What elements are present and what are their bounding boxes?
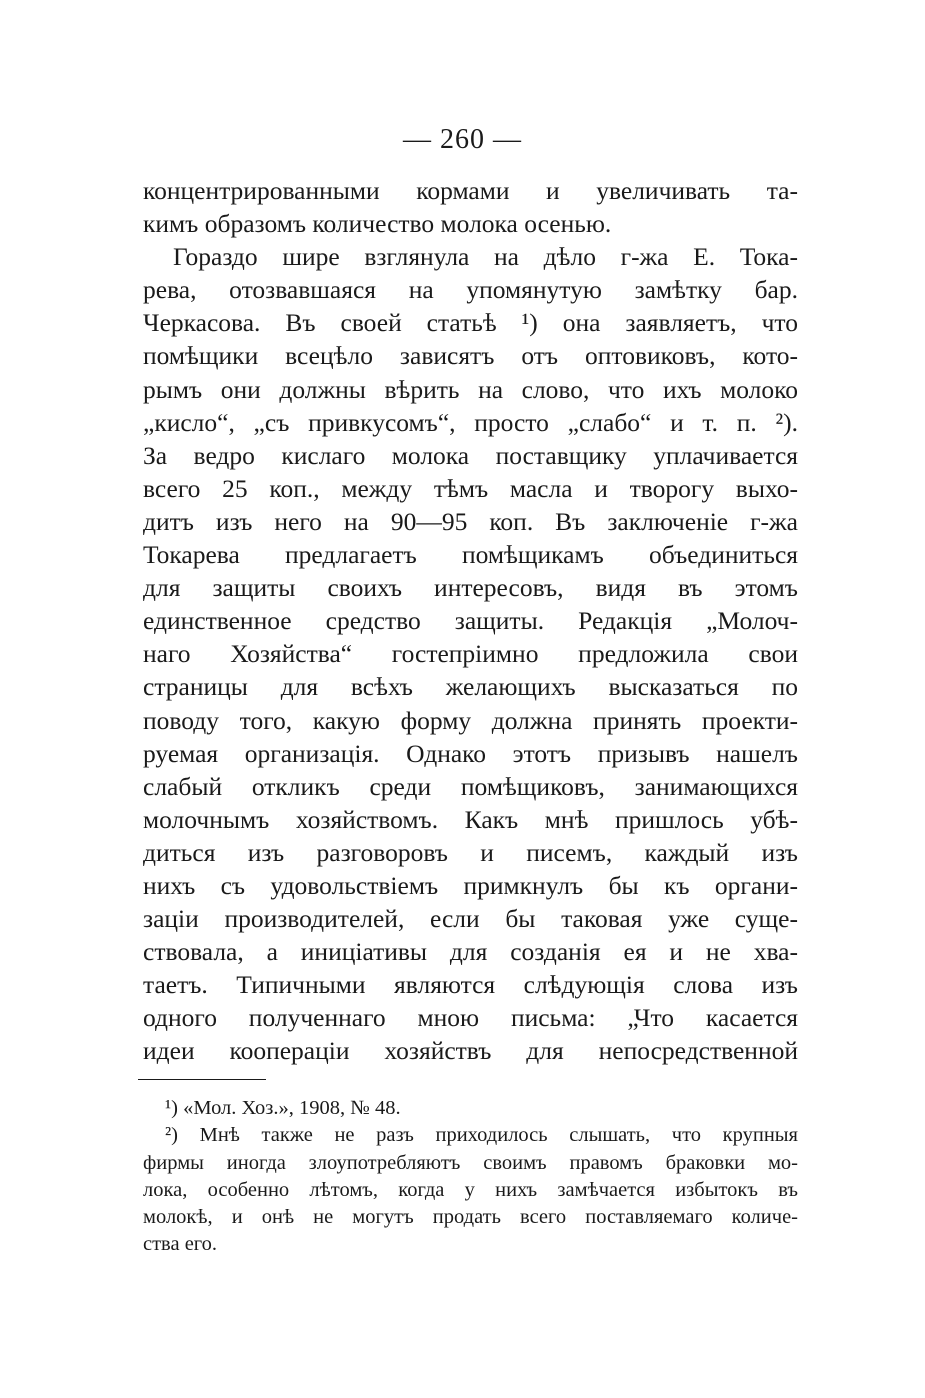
text-line: одного полученнаго мною письма: „Что касается xyxy=(143,1003,798,1033)
text-line: таетъ. Типичными являются слѣдующія слова изъ xyxy=(143,970,798,1000)
footnote-2-line: фирмы иногда злоупотребляютъ своимъ правомъ браковки мо- xyxy=(143,1151,798,1174)
text-line: идеи коопераціи хозяйствъ для непосредственной xyxy=(143,1036,798,1066)
text-line: единственное средство защиты. Редакція „Молоч- xyxy=(143,606,798,636)
page-number: — 260 — xyxy=(403,124,522,155)
text-line: „кисло“, „съ привкусомъ“, просто „слабо“ и т. п. ²). xyxy=(143,407,798,437)
text-line: наго Хозяйства“ гостепріимно предложила свои xyxy=(143,639,798,669)
text-line: концентрированными кормами и увеличивать та- xyxy=(143,176,798,205)
footnote-2-line: лока, особенно лѣтомъ, когда у нихъ замѣчается избытокъ въ xyxy=(143,1178,798,1201)
text-line: поводу того, какую форму должна принять проекти- xyxy=(143,705,798,735)
text-line: Черкасова. Въ своей статьѣ ¹) она заявляетъ, что xyxy=(143,308,798,338)
footnotes xyxy=(143,1095,798,1259)
text-line: дитъ изъ него на 90—95 коп. Въ заключеніе г-жа xyxy=(143,506,798,536)
footnote-2-line: молокѣ, и онѣ не могутъ продать всего поставляемаго количе- xyxy=(143,1206,798,1229)
text-line: нихъ съ удовольствіемъ примкнулъ бы къ органи- xyxy=(143,870,798,900)
text-line: рымъ они должны вѣрить на слово, что ихъ молоко xyxy=(143,374,798,404)
text-line: За ведро кислаго молока поставщику уплачивается xyxy=(143,440,798,470)
footnote-2-line: ²) Мнѣ также не разъ приходилось слышать, что крупныя xyxy=(165,1124,798,1147)
text-line: ствовала, а иниціативы для созданія ея и не хва- xyxy=(143,937,798,967)
footnote-divider xyxy=(138,1079,266,1080)
text-line: молочнымъ хозяйствомъ. Какъ мнѣ пришлось убѣ- xyxy=(143,804,798,834)
text-line: страницы для всѣхъ желающихъ высказаться по xyxy=(143,672,798,702)
text-line: кимъ образомъ количество молока осенью. xyxy=(143,209,612,239)
text-line: помѣщики всецѣло зависятъ отъ оптовиковъ, кото- xyxy=(143,341,798,371)
text-line: для защиты своихъ интересовъ, видя въ этомъ xyxy=(143,573,798,603)
text-line: рева, отозвавшаяся на упомянутую замѣтку бар. xyxy=(143,275,798,305)
text-line: Токарева предлагаетъ помѣщикамъ объединиться xyxy=(143,540,798,570)
text-line: Гораздо шире взглянула на дѣло г-жа Е. Тока- xyxy=(173,242,798,272)
footnote-1: ¹) «Мол. Хоз.», 1908, № 48. xyxy=(165,1097,401,1119)
text-line: слабый откликъ среди помѣщиковъ, занимающихся xyxy=(143,771,798,801)
text-line: заціи производителей, если бы таковая уже суще- xyxy=(143,904,798,934)
text-line: руемая организація. Однако этотъ призывъ нашелъ xyxy=(143,738,798,768)
text-line: всего 25 коп., между тѣмъ масла и творогу выхо- xyxy=(143,473,798,503)
text-line: диться изъ разговоровъ и писемъ, каждый изъ xyxy=(143,837,798,867)
footnote-2-line: ства его. xyxy=(143,1233,218,1256)
main-text xyxy=(143,174,798,1068)
